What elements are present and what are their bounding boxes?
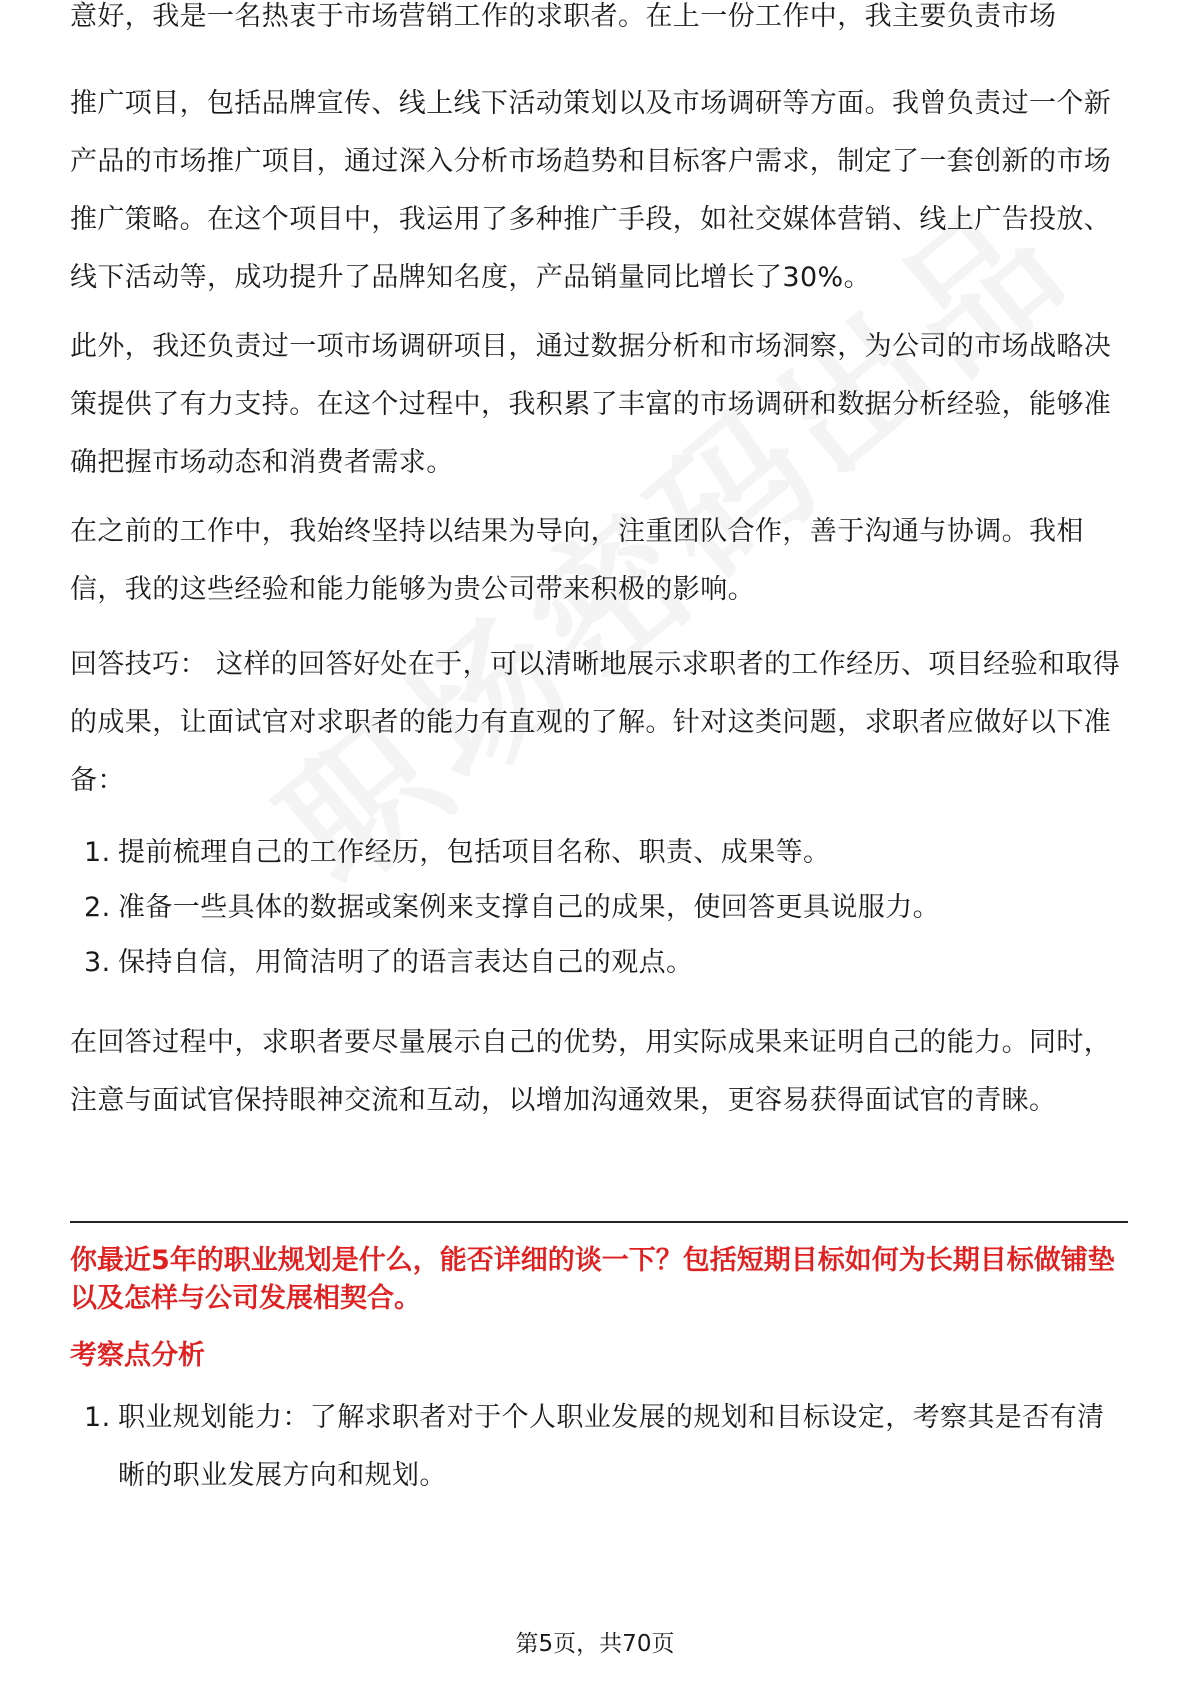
list-item — [84, 879, 940, 937]
list-number: 2. — [84, 892, 111, 923]
list-text: 提前梳理自己的工作经历，包括项目名称、职责、成果等。 — [118, 837, 831, 868]
cut-off-line — [70, 1, 1128, 50]
paragraph-market-research: 此外，我还负责过一项市场调研项目，通过数据分析和市场洞察，为公司的市场战略决策提供了有力支持。在这个过程中，我积累了丰富的市场调研和数据分析经验，能够准确把握市场动态和消费者需求。 — [70, 331, 1112, 478]
list-text: 职业规划能力：了解求职者对于个人职业发展的规划和目标设定，考察其是否有清晰的职业发展方向和规划。 — [118, 1402, 1105, 1491]
list-item — [84, 1389, 1128, 1505]
question-heading: 你最近5年的职业规划是什么，能否详细的谈一下？包括短期目标如何为长期目标做铺垫以及怎样与公司发展相契合。 — [70, 1245, 1115, 1314]
paragraph-project-experience: 推广项目，包括品牌宣传、线上线下活动策划以及市场调研等方面。我曾负责过一个新产品的市场推广项目，通过深入分析市场趋势和目标客户需求，制定了一套创新的市场推广策略。在这个项目中，我运用了多种推广手段，如社交媒体营销、线上广告投放、线下活动等，成功提升了品牌知名度，产品销量同比增长了30%。 — [70, 88, 1112, 293]
section-title: 考察点分析 — [70, 1340, 205, 1371]
section-divider — [70, 1221, 1128, 1223]
list-text: 准备一些具体的数据或案例来支撑自己的成果，使回答更具说服力。 — [118, 892, 940, 923]
cut-off-text: 意好，我是一名热衷于市场营销工作的求职者。在上一份工作中，我主要负责市场 — [70, 1, 1057, 32]
paragraph-closing-advice: 在回答过程中，求职者要尽量展示自己的优势，用实际成果来证明自己的能力。同时，注意与面试官保持眼神交流和互动，以增加沟通效果，更容易获得面试官的青睐。 — [70, 1027, 1112, 1116]
paragraph-work-attitude: 在之前的工作中，我始终坚持以结果为导向，注重团队合作，善于沟通与协调。我相信，我的这些经验和能力能够为贵公司带来积极的影响。 — [70, 516, 1084, 605]
page-footer: 第5页，共70页 — [515, 1631, 675, 1657]
list-item — [84, 934, 693, 992]
list-text: 保持自信，用简洁明了的语言表达自己的观点。 — [118, 947, 694, 978]
list-item — [84, 824, 830, 882]
list-number: 1. — [84, 1402, 111, 1433]
list-number: 1. — [84, 837, 111, 868]
list-number: 3. — [84, 947, 111, 978]
paragraph-answer-tips: 回答技巧： 这样的回答好处在于，可以清晰地展示求职者的工作经历、项目经验和取得的成果，让面试官对求职者的能力有直观的了解。针对这类问题，求职者应做好以下准备： — [70, 649, 1121, 796]
